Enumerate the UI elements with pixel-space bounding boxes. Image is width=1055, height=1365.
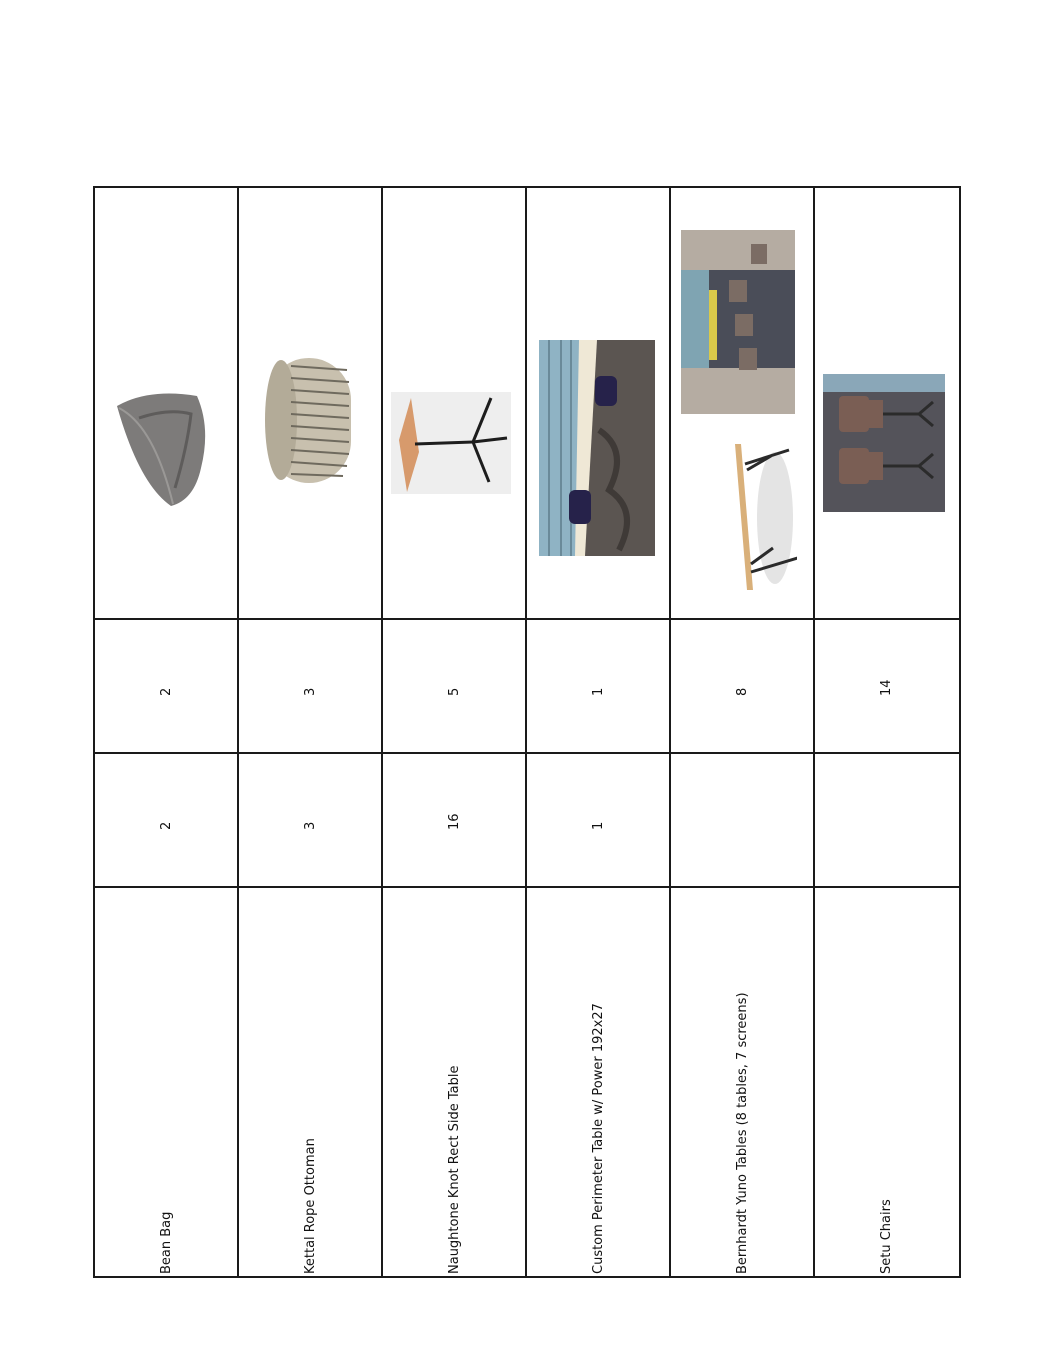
quantity-cell <box>239 620 381 754</box>
quantity-value: 1 <box>591 821 606 830</box>
quantity-cell <box>527 754 669 888</box>
name-cell <box>383 888 525 1278</box>
furniture-table <box>93 186 961 1278</box>
quantity-value: 3 <box>303 687 318 696</box>
image-cell <box>239 188 381 620</box>
image-cell <box>95 188 237 620</box>
name-cell <box>671 888 813 1278</box>
image-cell <box>527 188 669 620</box>
side-table-image <box>391 392 511 494</box>
table-row <box>239 188 383 1276</box>
quantity-cell <box>239 754 381 888</box>
yuno-table-image <box>701 444 797 594</box>
bean-bag-image <box>109 388 209 510</box>
quantity-value: 8 <box>735 687 750 696</box>
quantity-value: 3 <box>303 821 318 830</box>
name-cell <box>527 888 669 1278</box>
quantity-cell <box>527 620 669 754</box>
quantity-cell <box>671 620 813 754</box>
quantity-value: 14 <box>879 679 894 696</box>
quantity-value: 16 <box>447 813 462 830</box>
item-name: Setu Chairs <box>879 1199 894 1274</box>
table-row <box>527 188 671 1276</box>
table-row <box>95 188 239 1276</box>
quantity-value: 2 <box>159 687 174 696</box>
quantity-cell <box>383 620 525 754</box>
perimeter-table-image <box>539 340 655 556</box>
rope-ottoman-image <box>261 348 357 493</box>
yuno-room-image <box>681 230 795 414</box>
quantity-value: 5 <box>447 687 462 696</box>
item-name: Bernhardt Yuno Tables (8 tables, 7 screens) <box>735 992 750 1274</box>
item-name: Naughtone Knot Rect Side Table <box>447 1065 462 1274</box>
item-name: Custom Perimeter Table w/ Power 192x27 <box>591 1003 606 1274</box>
quantity-cell <box>815 754 959 888</box>
table-row <box>815 188 959 1276</box>
name-cell <box>239 888 381 1278</box>
quantity-cell <box>815 620 959 754</box>
quantity-cell <box>95 620 237 754</box>
image-cell <box>671 188 813 620</box>
name-cell <box>815 888 959 1278</box>
item-name: Kettal Rope Ottoman <box>303 1138 318 1274</box>
name-cell <box>95 888 237 1278</box>
image-cell <box>383 188 525 620</box>
quantity-value: 1 <box>591 687 606 696</box>
table-row <box>383 188 527 1276</box>
item-name: Bean Bag <box>159 1211 174 1274</box>
quantity-cell <box>95 754 237 888</box>
quantity-cell <box>383 754 525 888</box>
image-cell <box>815 188 959 620</box>
setu-chairs-image <box>823 374 945 512</box>
table-row <box>671 188 815 1276</box>
quantity-value: 2 <box>159 821 174 830</box>
quantity-cell <box>671 754 813 888</box>
